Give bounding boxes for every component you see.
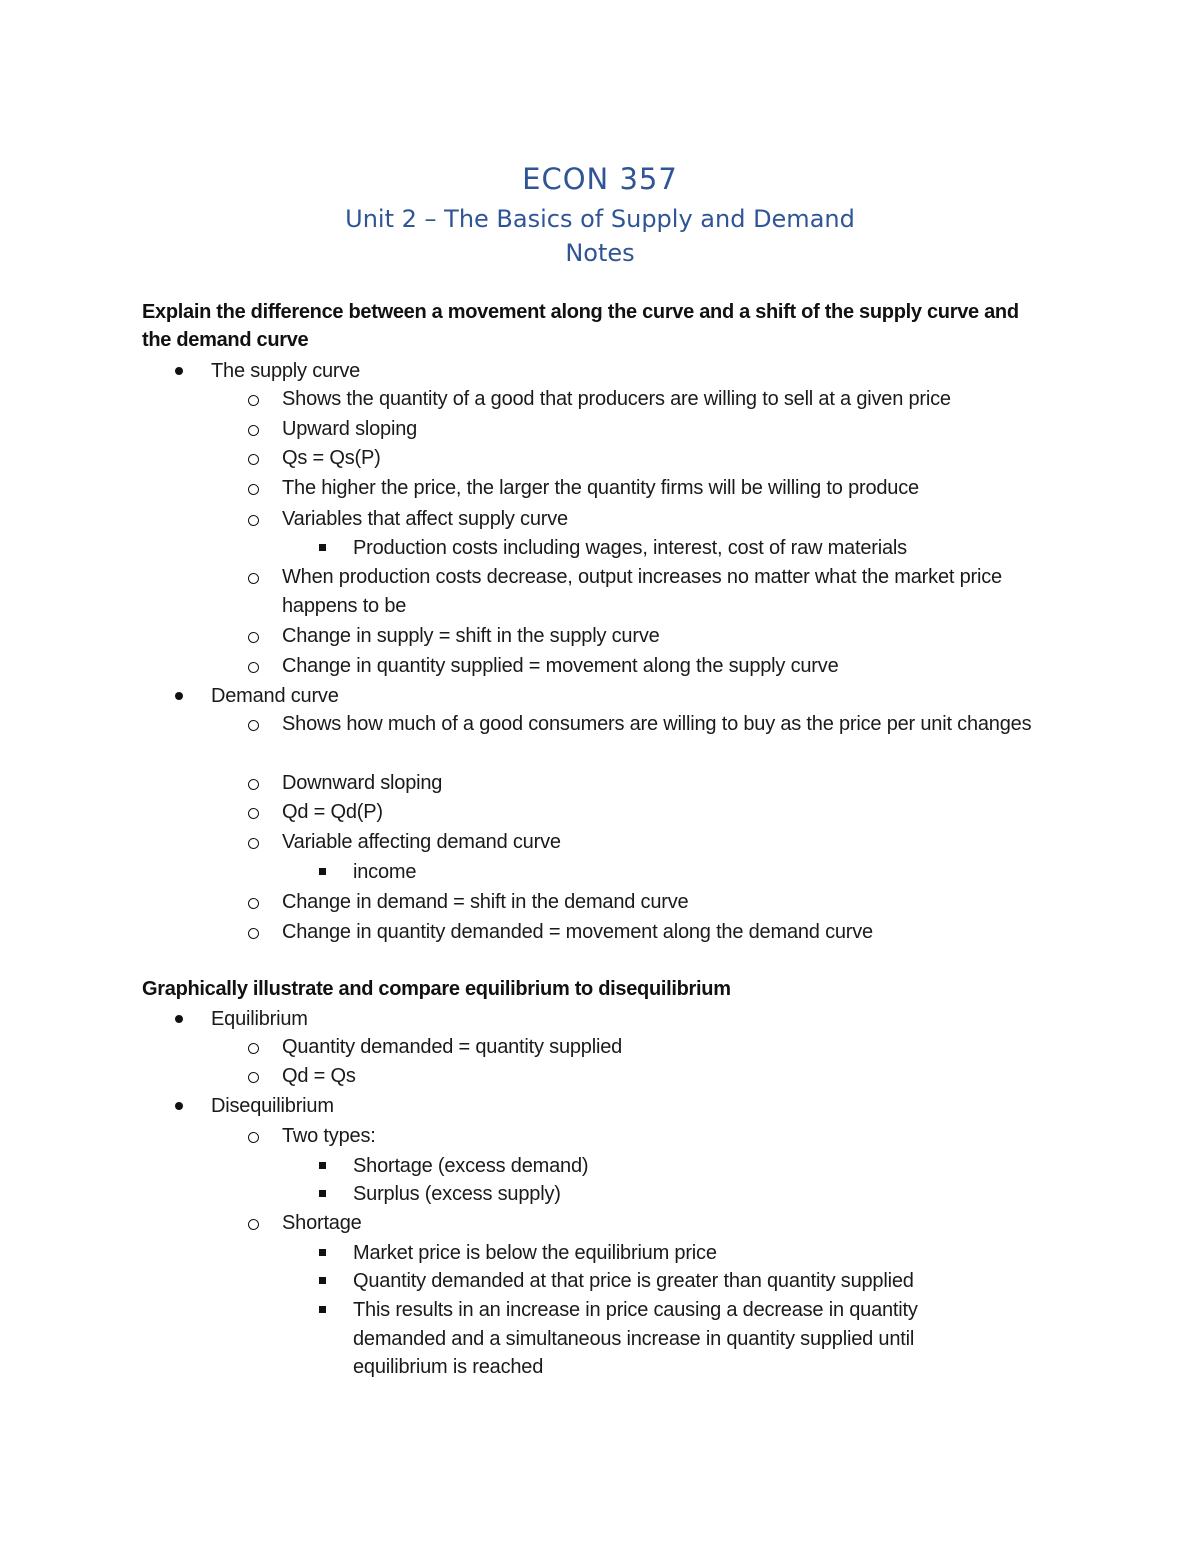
list-item: Shows how much of a good consumers are willing to buy as the price per unit changes <box>282 713 1032 735</box>
bullet-circle-icon <box>248 395 259 406</box>
doc-type-title: Notes <box>565 239 635 267</box>
bullet-dot-icon <box>175 367 183 375</box>
bullet-circle-icon <box>248 484 259 495</box>
bullet-square-icon <box>319 1190 326 1197</box>
bullet-circle-icon <box>248 573 259 584</box>
list-item: Quantity demanded = quantity supplied <box>282 1036 623 1058</box>
list-item: When production costs decrease, output increases no matter what the market price happens to be <box>282 566 1002 617</box>
list-item: Qs = Qs(P) <box>282 447 381 469</box>
unit-title: Unit 2 – The Basics of Supply and Demand <box>345 205 855 233</box>
list-item: Production costs including wages, interest, cost of raw materials <box>353 537 907 559</box>
bullet-square-icon <box>319 1277 326 1284</box>
bullet-dot-icon <box>175 1102 183 1110</box>
section1-heading: Explain the difference between a movement along the curve and a shift of the supply curve and the demand curve <box>142 301 1019 351</box>
list-item: Equilibrium <box>211 1008 308 1030</box>
bullet-circle-icon <box>248 425 259 436</box>
list-item: Qd = Qd(P) <box>282 801 383 823</box>
bullet-circle-icon <box>248 454 259 465</box>
list-item: Surplus (excess supply) <box>353 1183 561 1205</box>
list-item: Qd = Qs <box>282 1065 356 1087</box>
list-item: Quantity demanded at that price is greater than quantity supplied <box>353 1270 914 1292</box>
list-item: Disequilibrium <box>211 1095 334 1117</box>
bullet-square-icon <box>319 868 326 875</box>
bullet-circle-icon <box>248 1132 259 1143</box>
bullet-circle-icon <box>248 515 259 526</box>
bullet-dot-icon <box>175 1015 183 1023</box>
list-item: Demand curve <box>211 685 339 707</box>
list-item: Shortage (excess demand) <box>353 1155 589 1177</box>
bullet-circle-icon <box>248 928 259 939</box>
bullet-circle-icon <box>248 1072 259 1083</box>
bullet-circle-icon <box>248 838 259 849</box>
list-item: Shortage <box>282 1212 362 1234</box>
bullet-circle-icon <box>248 1043 259 1054</box>
section2-heading: Graphically illustrate and compare equilibrium to disequilibrium <box>142 978 731 1000</box>
bullet-circle-icon <box>248 632 259 643</box>
list-item: The supply curve <box>211 360 361 382</box>
list-item: This results in an increase in price causing a decrease in quantity demanded and a simultaneous increase in quantity supplied until equilibrium is reached <box>353 1299 918 1378</box>
list-item: Two types: <box>282 1125 376 1147</box>
list-item: Shows the quantity of a good that producers are willing to sell at a given price <box>282 388 951 410</box>
list-item: Change in quantity demanded = movement along the demand curve <box>282 921 873 943</box>
list-item: Change in supply = shift in the supply curve <box>282 625 660 647</box>
bullet-dot-icon <box>175 692 183 700</box>
list-item: income <box>353 861 417 883</box>
list-item: The higher the price, the larger the quantity firms will be willing to produce <box>282 477 919 499</box>
list-item: Variable affecting demand curve <box>282 831 561 853</box>
list-item: Change in quantity supplied = movement along the supply curve <box>282 655 839 677</box>
bullet-circle-icon <box>248 898 259 909</box>
bullet-square-icon <box>319 1162 326 1169</box>
list-item: Upward sloping <box>282 418 418 440</box>
bullet-circle-icon <box>248 1219 259 1230</box>
bullet-square-icon <box>319 1306 326 1313</box>
bullet-circle-icon <box>248 662 259 673</box>
list-item: Market price is below the equilibrium price <box>353 1242 717 1264</box>
list-item: Variables that affect supply curve <box>282 508 568 530</box>
bullet-circle-icon <box>248 720 259 731</box>
list-item: Downward sloping <box>282 772 443 794</box>
bullet-circle-icon <box>248 808 259 819</box>
list-item: Change in demand = shift in the demand curve <box>282 891 689 913</box>
bullet-circle-icon <box>248 779 259 790</box>
bullet-square-icon <box>319 1249 326 1256</box>
course-title: ECON 357 <box>522 162 678 196</box>
bullet-square-icon <box>319 544 326 551</box>
